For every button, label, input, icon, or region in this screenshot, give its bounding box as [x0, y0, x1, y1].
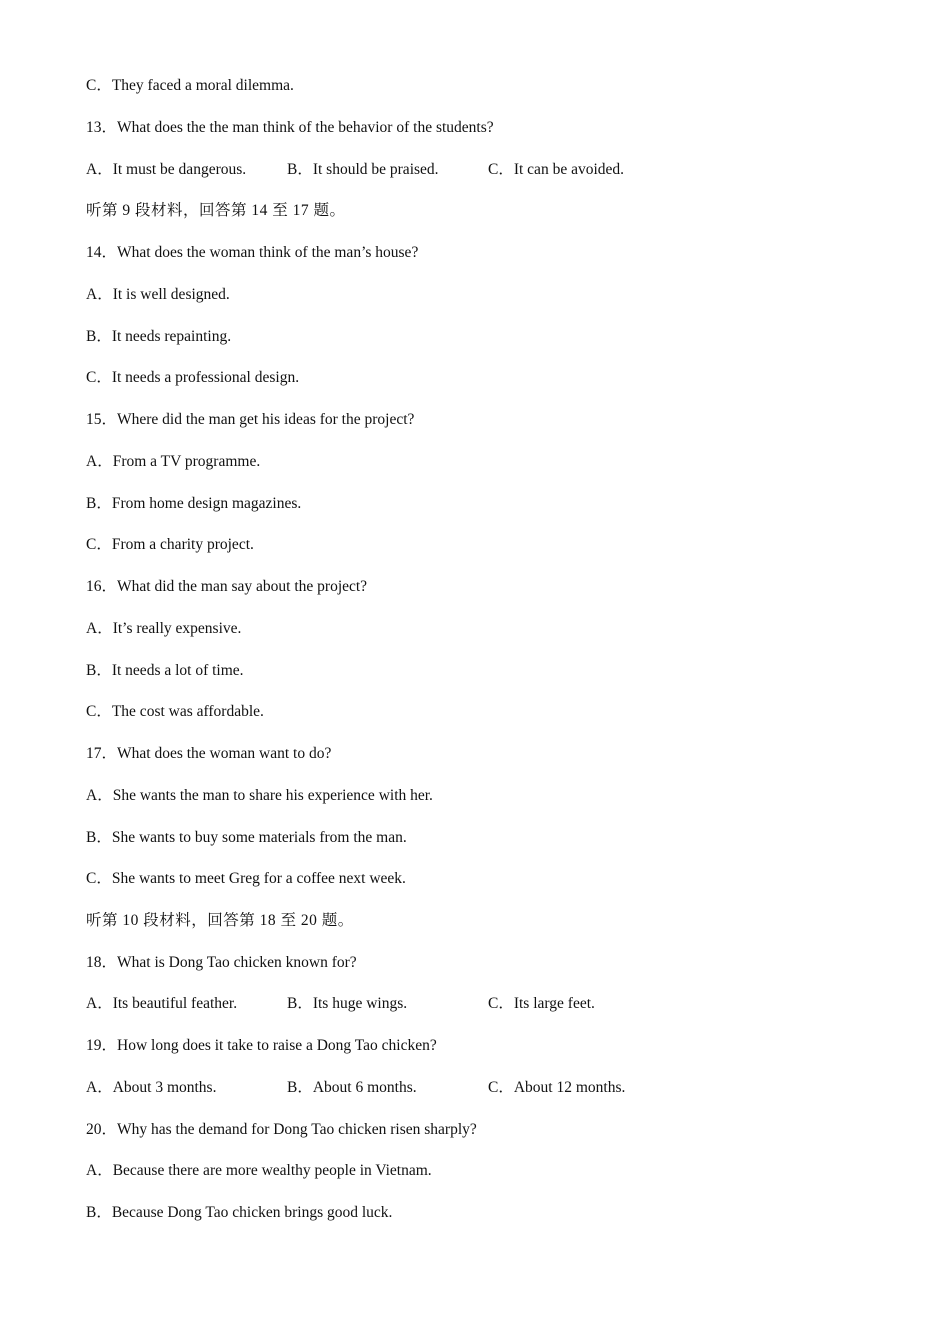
option-line: A．She wants the man to share his experience with her. [86, 787, 433, 804]
question-line: 20．Why has the demand for Dong Tao chicken risen sharply? [86, 1121, 477, 1138]
option-b: B．It should be praised. [287, 161, 439, 178]
option-a: A．About 3 months. [86, 1079, 217, 1096]
option-line: C．It needs a professional design. [86, 369, 300, 386]
option-a: A．Its beautiful feather. [86, 995, 238, 1012]
option-c: C．It can be avoided. [488, 161, 625, 178]
question-line: 19．How long does it take to raise a Dong Tao chicken? [86, 1037, 437, 1054]
question-line: 14．What does the woman think of the man’s house? [86, 244, 419, 261]
question-line: 15．Where did the man get his ideas for the project? [86, 411, 415, 428]
option-c: C．About 12 months. [488, 1079, 626, 1096]
question-line: 17．What does the woman want to do? [86, 745, 332, 762]
question-line: 16．What did the man say about the project? [86, 578, 368, 595]
option-line: C．The cost was affordable. [86, 703, 264, 720]
option-line: A．From a TV programme. [86, 453, 261, 470]
option-line: B．She wants to buy some materials from the man. [86, 829, 407, 846]
option-line: C．From a charity project. [86, 536, 254, 553]
option-line: B．It needs repainting. [86, 328, 232, 345]
option-line: A．Because there are more wealthy people in Vietnam. [86, 1162, 432, 1179]
section-instruction: 听第 10 段材料，回答第 18 至 20 题。 [86, 912, 354, 929]
option-c: C．Its large feet. [488, 995, 595, 1012]
option-line: A．It’s really expensive. [86, 620, 242, 637]
option-line: C．They faced a moral dilemma. [86, 77, 294, 94]
option-line: C．She wants to meet Greg for a coffee next week. [86, 870, 406, 887]
option-line: A．It is well designed. [86, 286, 230, 303]
option-line: B．From home design magazines. [86, 495, 302, 512]
option-line: B．It needs a lot of time. [86, 662, 244, 679]
option-b: B．About 6 months. [287, 1079, 417, 1096]
option-line: B．Because Dong Tao chicken brings good luck. [86, 1204, 393, 1221]
section-instruction: 听第 9 段材料，回答第 14 至 17 题。 [86, 202, 346, 219]
option-a: A．It must be dangerous. [86, 161, 247, 178]
question-line: 13．What does the the man think of the behavior of the students? [86, 119, 494, 136]
option-b: B．Its huge wings. [287, 995, 408, 1012]
question-line: 18．What is Dong Tao chicken known for? [86, 954, 357, 971]
